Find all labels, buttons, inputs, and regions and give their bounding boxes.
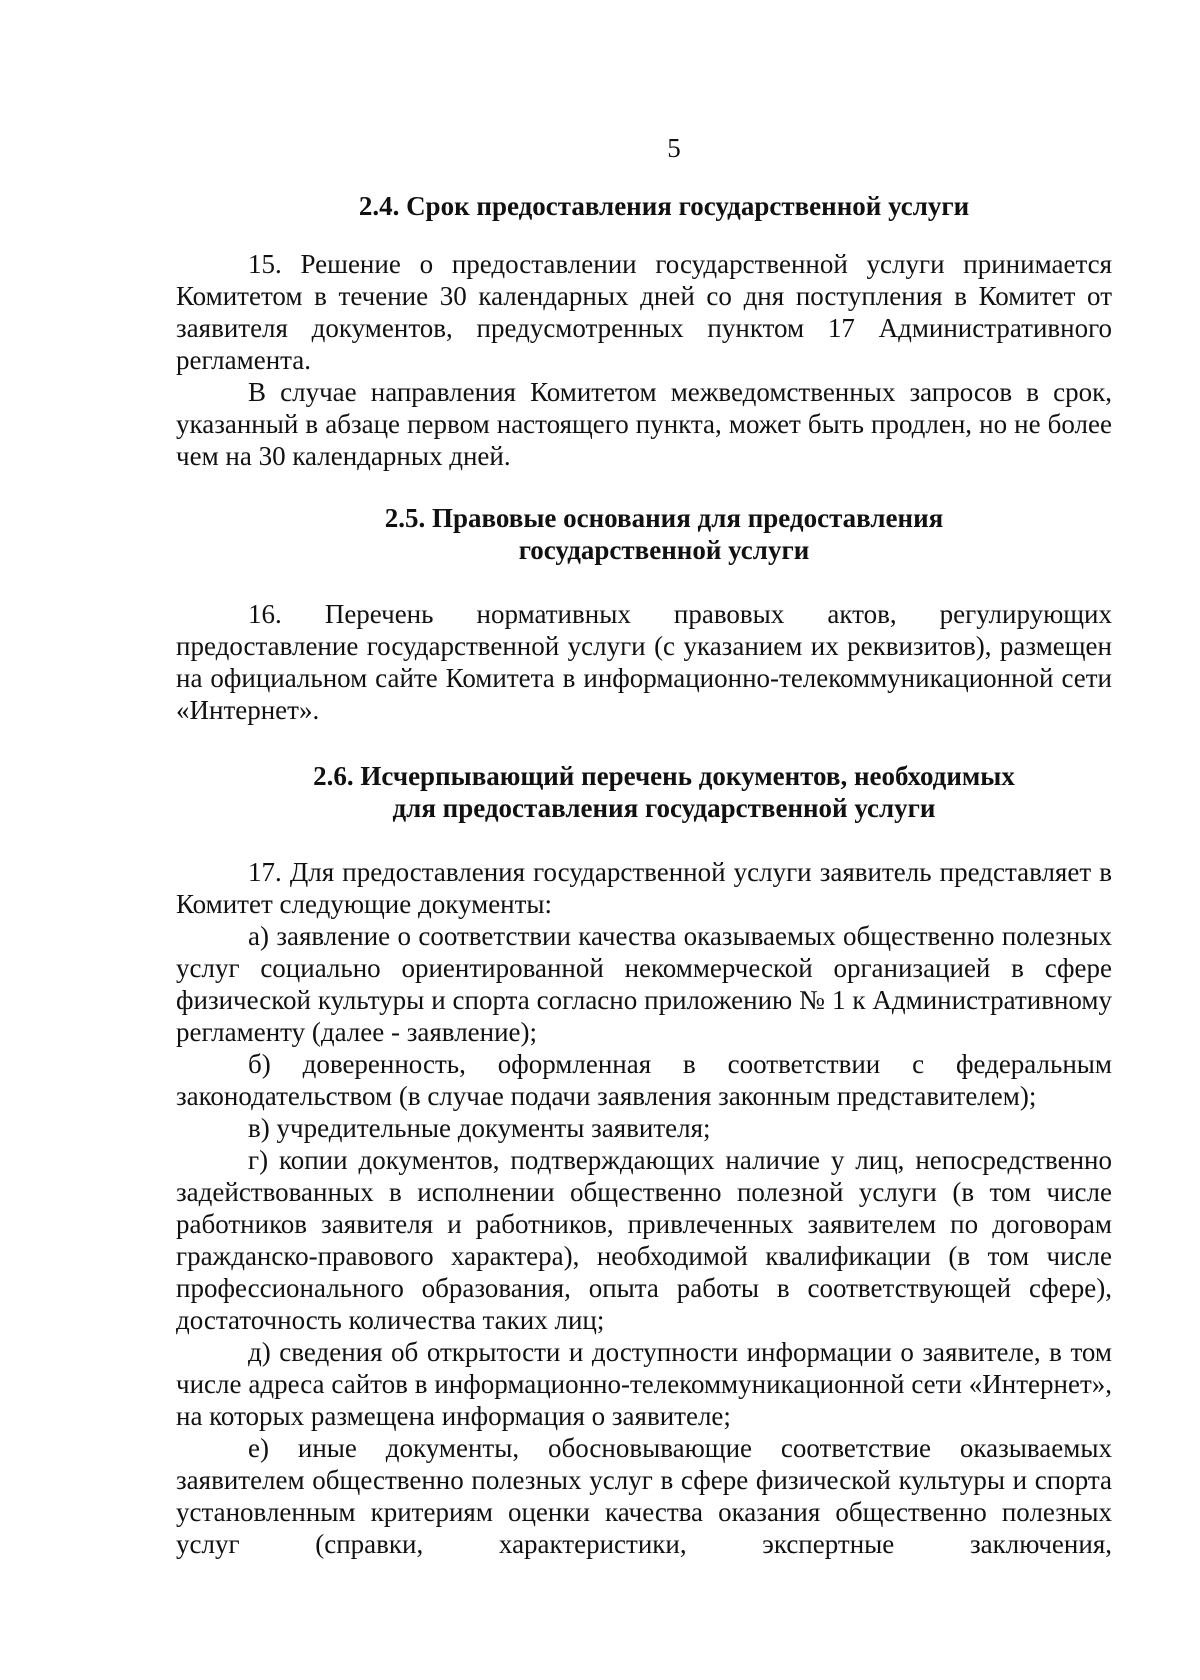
paragraph-15-extension: В случае направления Комитетом межведомственных запросов в срок, указанный в абзаце первом настоящего пункта, может быть продлен, но не более чем на 30 календарных дней. <box>176 377 1112 471</box>
section-heading-2-6-line1: 2.6. Исчерпывающий перечень документов, необходимых <box>313 761 1015 791</box>
paragraph-15: 15. Решение о предоставлении государственной услуги принимается Комитетом в течение 30 календарных дней со дня поступления в Комитет от заявителя документов, предусмотренных пунктом 17 Административного регламента. <box>176 249 1112 375</box>
paragraph-16: 16. Перечень нормативных правовых актов, регулирующих предоставление государственной услуги (с указанием их реквизитов), размещен на официальном сайте Комитета в информационно-телекоммуникационной сети «Интернет». <box>176 599 1112 725</box>
section-heading-2-5-line1: 2.5. Правовые основания для предоставления <box>384 503 944 533</box>
paragraph-17: 17. Для предоставления государственной услуги заявитель представляет в Комитет следующие документы: <box>176 857 1112 919</box>
section-heading-2-5 <box>176 502 1112 566</box>
section-heading-2-6 <box>176 760 1112 824</box>
list-item-b: б) доверенность, оформленная в соответствии с федеральным законодательством (в случае подачи заявления законным представителем); <box>176 1049 1112 1111</box>
document-page <box>176 132 1112 1560</box>
section-heading-2-6-line2: для предоставления государственной услуги <box>392 793 936 823</box>
list-item-g: г) копии документов, подтверждающих наличие у лиц, непосредственно задействованных в исполнении общественно полезной услуги (в том числе работников заявителя и работников, привлеченных заявителем по договорам гражданско-правового характера), необходимой квалификации (в том числе профессионального образования, опыта работы в соответствующей сфере), достаточность количества таких лиц; <box>176 1145 1112 1335</box>
list-item-v: в) учредительные документы заявителя; <box>248 1113 711 1143</box>
page-number: 5 <box>667 133 681 163</box>
section-heading-2-4: 2.4. Срок предоставления государственной услуги <box>358 191 970 221</box>
section-heading-2-5-line2: государственной услуги <box>518 535 810 565</box>
list-item-d: д) сведения об открытости и доступности информации о заявителе, в том числе адреса сайтов в информационно-телекоммуникационной сети «Интернет», на которых размещена информация о заявителе; <box>176 1337 1112 1431</box>
list-item-a: а) заявление о соответствии качества оказываемых общественно полезных услуг социально ориентированной некоммерческой организацией в сфере физической культуры и спорта согласно приложению № 1 к Административному регламенту (далее - заявление); <box>176 921 1112 1047</box>
list-item-e: е) иные документы, обосновывающие соответствие оказываемых заявителем общественно полезных услуг в сфере физической культуры и спорта установленным критериям оценки качества оказания общественно полезных услуг (справки, характеристики, экспертные заключения, <box>176 1433 1112 1559</box>
